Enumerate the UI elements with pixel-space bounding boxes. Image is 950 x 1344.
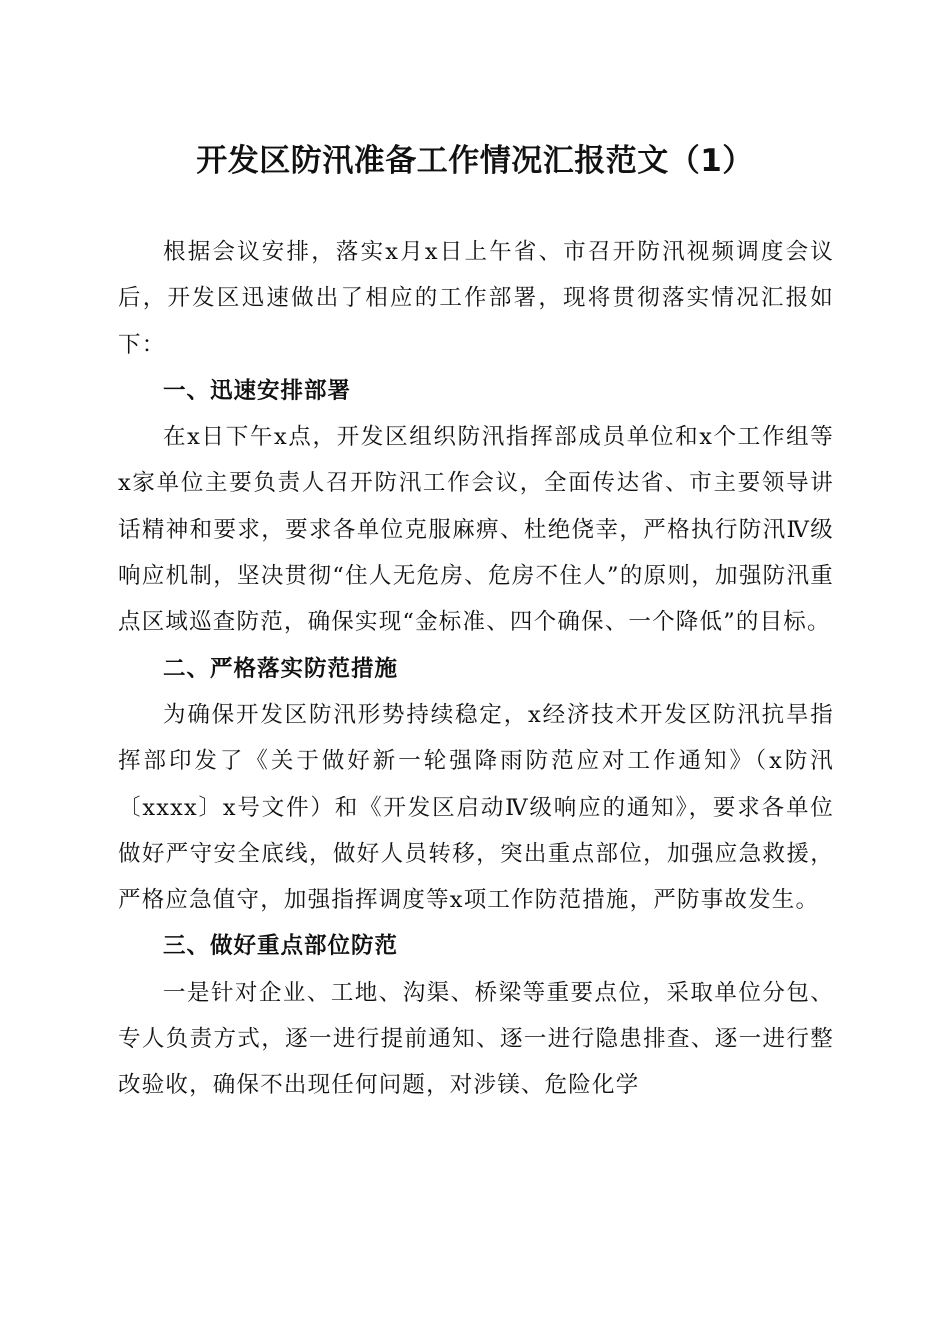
section-paragraph-3: 一是针对企业、工地、沟渠、桥梁等重要点位，采取单位分包、专人负责方式，逐一进行提前通知、逐一进行隐患排查、逐一进行整改验收，确保不出现任何问题，对涉镁、危险化学 (118, 979, 834, 1099)
intro-paragraph: 根据会议安排，落实x月x日上午省、市召开防汛视频调度会议后，开发区迅速做出了相应的工作部署，现将贯彻落实情况汇报如下： (118, 239, 834, 358)
document-title: 开发区防汛准备工作情况汇报范文（1） (196, 143, 754, 179)
section-heading-3: 三、做好重点部位防范 (163, 933, 399, 960)
section-paragraph-1: 在x日下午x点，开发区组织防汛指挥部成员单位和x个工作组等x家单位主要负责人召开防汛工作会议，全面传达省、市主要领导讲话精神和要求，要求各单位克服麻痹、杜绝侥幸，严格执行防汛Ⅳ级响应机制，坚决贯彻“住人无危房、危房不住人”的原则，加强防汛重点区域巡查防范，确保实现“金标准、四个确保、一个降低”的目标。 (118, 424, 834, 636)
section-heading-1: 一、迅速安排部署 (163, 377, 352, 404)
document-body (118, 229, 834, 1109)
section-heading-2: 二、严格落实防范措施 (163, 655, 399, 682)
section-paragraph-2: 为确保开发区防汛形势持续稳定，x经济技术开发区防汛抗旱指挥部印发了《关于做好新一轮强降雨防范应对工作通知》（x防汛〔xxxx〕x号文件）和《开发区启动Ⅳ级响应的通知》，要求各单位做好严守安全底线，做好人员转移，突出重点部位，加强应急救援，严格应急值守，加强指挥调度等x项工作防范措施，严防事故发生。 (118, 701, 834, 914)
